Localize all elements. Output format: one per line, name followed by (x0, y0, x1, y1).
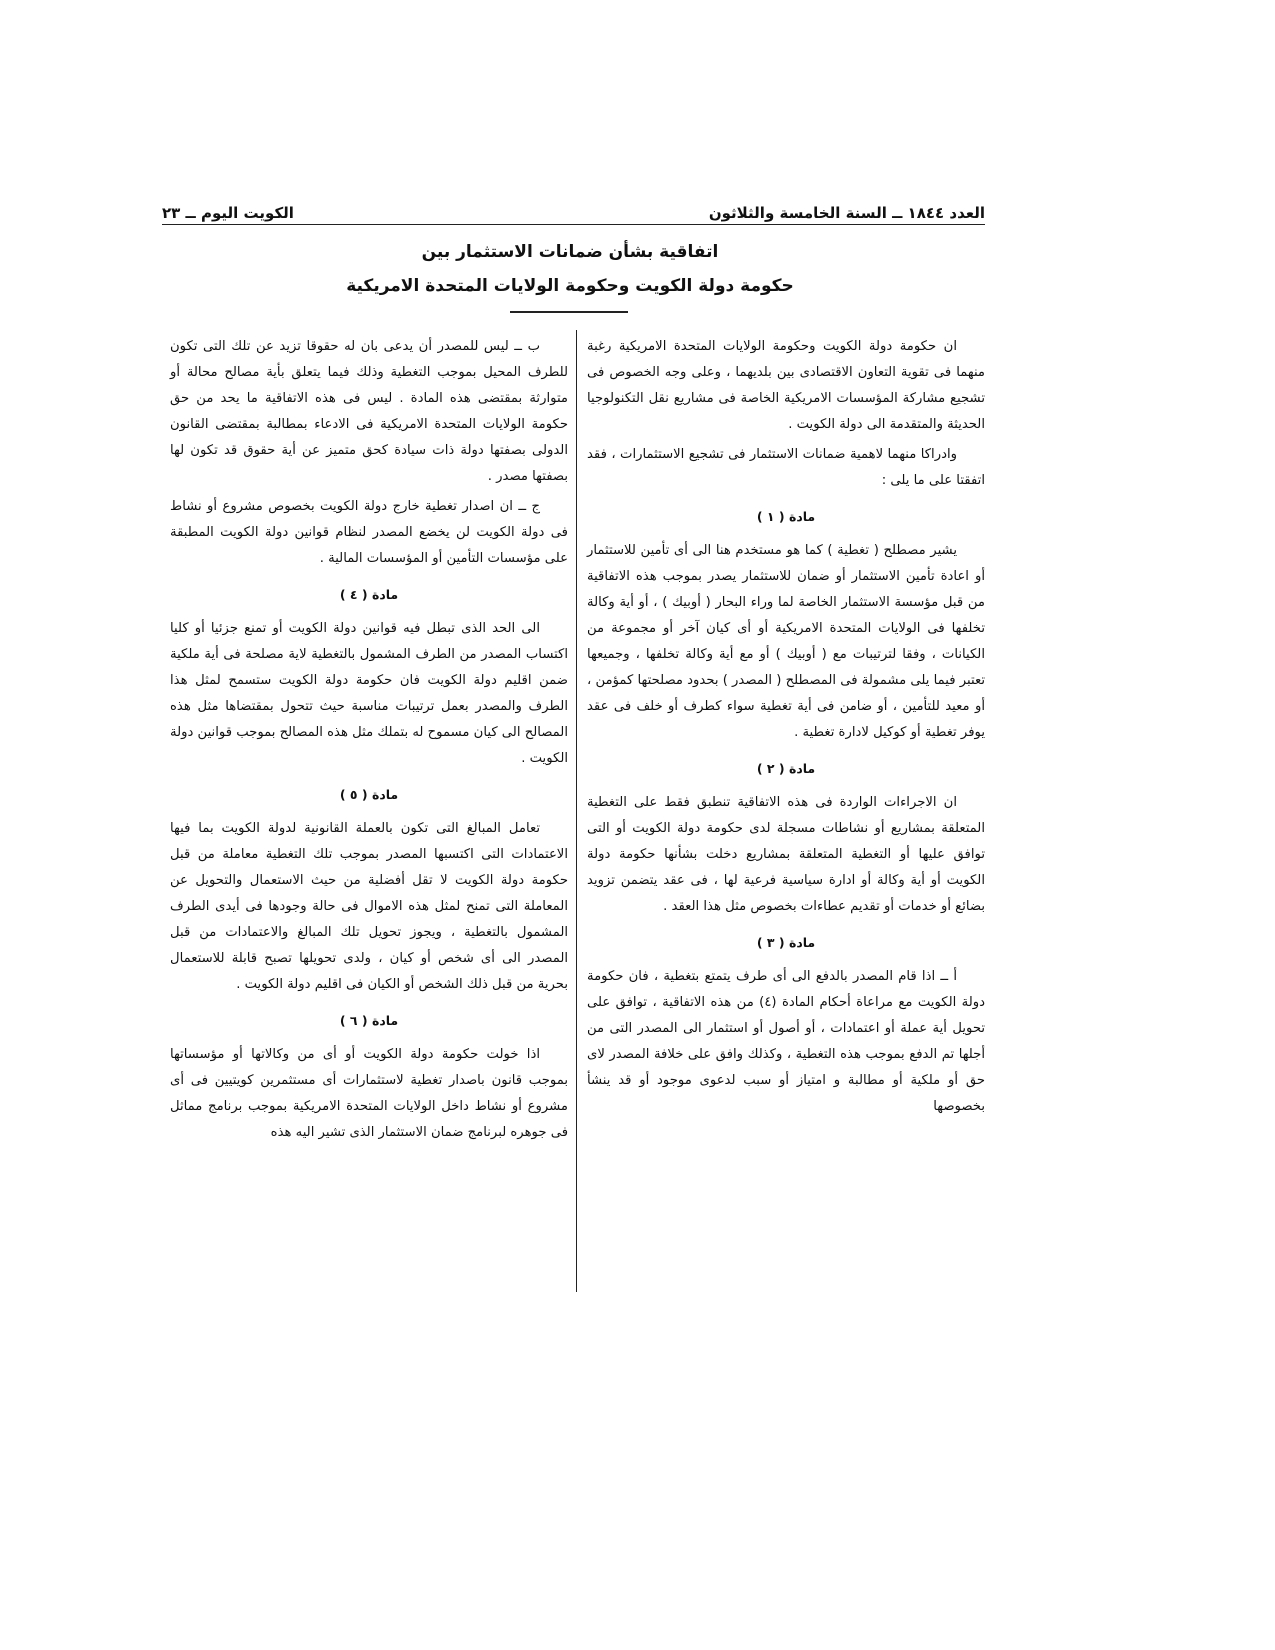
column-divider (576, 330, 577, 1292)
article-4-text: الى الحد الذى تبطل فيه قوانين دولة الكويت أو تمنع جزئيا أو كليا اكتساب المصدر من الطرف المشمول بالتغطية لاية مصلحة فى أية ملكية ضمن اقليم دولة الكويت فان حكومة دولة الكويت ستسمح لمثل هذا الطرف والمصدر بعمل ترتيبات مناسبة حيث تتحول بمقتضاها مثل هذه المصالح الى كيان مسموح له بتملك مثل هذه المصالح بموجب قوانين دولة الكويت . (170, 621, 568, 766)
article-3-text: أ ــ اذا قام المصدر بالدفع الى أى طرف يتمتع بتغطية ، فان حكومة دولة الكويت مع مراعاة أحكام المادة (٤) من هذه الاتفاقية ، توافق على تحويل أية عملة أو اعتمادات ، أو أصول أو استثمار الى المصدر التى من أجلها تم الدفع بموجب هذه التغطية ، وكذلك وافق على خلافة المصدر لاى حق أو ملكية أو مطالبة و امتياز أو سبب لدعوى موجود أو قد ينشأ بخصوصها (587, 969, 985, 1114)
right-column (587, 334, 985, 1124)
title-underline (510, 311, 628, 313)
article-6-heading: مادة ( ٦ ) (339, 1013, 399, 1028)
issue-info: العدد ١٨٤٤ ــ السنة الخامسة والثلاثون (708, 204, 985, 222)
article-2-heading: مادة ( ٢ ) (756, 761, 816, 776)
article-4-heading: مادة ( ٤ ) (339, 587, 399, 602)
document-title-line-2: حكومة دولة الكويت وحكومة الولايات المتحدة الامريكية (346, 276, 794, 296)
article-3-para-b: ب ــ ليس للمصدر أن يدعى بان له حقوقا تزيد عن تلك التى تكون للطرف المحيل بموجب التغطية وذلك فيما يتعلق بأية مصالح محالة أو متوارثة بمقتضى هذه المادة . ليس فى هذه الاتفاقية ما يحد من حق حكومة الولايات المتحدة الامريكية فى الادعاء بمطالبة بمقتضى القانون الدولى بصفتها دولة ذات سيادة كحق متميز عن أية حقوق قد تكون لها بصفتها مصدر . (170, 339, 568, 484)
article-3-para-c: ج ــ ان اصدار تغطية خارج دولة الكويت بخصوص مشروع أو نشاط فى دولة الكويت لن يخضع المصدر لنظام قوانين دولة الكويت المطبقة على مؤسسات التأمين أو المؤسسات المالية . (170, 499, 568, 566)
left-column (170, 334, 568, 1150)
preamble-paragraph-1: ان حكومة دولة الكويت وحكومة الولايات المتحدة الامريكية رغبة منهما فى تقوية التعاون الاقتصادى بين بلديهما ، وعلى وجه الخصوص فى تشجيع مشاركة المؤسسات الامريكية الخاصة فى مشاريع نقل التكنولوجيا الحديثة والمتقدمة الى دولة الكويت . (587, 339, 985, 432)
preamble-paragraph-2: وادراكا منهما لاهمية ضمانات الاستثمار فى تشجيع الاستثمارات ، فقد اتفقتا على ما يلى : (587, 447, 985, 488)
document-title-line-1: اتفاقية بشأن ضمانات الاستثمار بين (421, 242, 719, 262)
article-2-text: ان الاجراءات الواردة فى هذه الاتفاقية تنطبق فقط على التغطية المتعلقة بمشاريع أو نشاطات مسجلة لدى حكومة دولة الكويت أو التى توافق عليها أو التغطية المتعلقة بمشاريع دخلت بشأنها حكومة دولة الكويت أو أية وكالة أو ادارة سياسية فرعية لها ، فى عقد يتضمن تزويد بضائع أو خدمات أو تقديم عطاءات بخصوص مثل هذا العقد . (587, 795, 985, 914)
header-divider (162, 224, 985, 225)
page-number: الكويت اليوم ــ ٢٣ (162, 204, 294, 222)
page-header (162, 194, 985, 222)
article-3-heading: مادة ( ٣ ) (756, 935, 816, 950)
article-5-heading: مادة ( ٥ ) (339, 787, 399, 802)
article-5-text: تعامل المبالغ التى تكون بالعملة القانونية لدولة الكويت بما فيها الاعتمادات التى اكتسبها المصدر بموجب تلك التغطية معاملة من قبل حكومة دولة الكويت لا تقل أفضلية من حيث الاستعمال والتحويل عن المعاملة التى تمنح لمثل هذه الاموال فى حالة وجودها فى أيدى الطرف المشمول بالتغطية ، ويجوز تحويل تلك المبالغ والاعتمادات من قبل المصدر الى أى شخص أو كيان ، ولدى تحويلها تصبح قابلة للاستعمال بحرية من قبل ذلك الشخص أو الكيان فى اقليم دولة الكويت . (170, 821, 568, 992)
article-1-heading: مادة ( ١ ) (756, 509, 816, 524)
article-6-text: اذا خولت حكومة دولة الكويت أو أى من وكالاتها أو مؤسساتها بموجب قانون باصدار تغطية لاستثمارات أى مستثمرين كويتيين فى أى مشروع أو نشاط داخل الولايات المتحدة الامريكية بموجب برنامج مماثل فى جوهره لبرنامج ضمان الاستثمار الذى تشير اليه هذه (170, 1047, 568, 1140)
article-1-text: يشير مصطلح ( تغطية ) كما هو مستخدم هنا الى أى تأمين للاستثمار أو اعادة تأمين الاستثمار أو ضمان للاستثمار يصدر بموجب هذه الاتفاقية من قبل مؤسسة الاستثمار الخاصة لما وراء البحار ( أوبيك ) ، أو أية وكالة تخلفها فى الولايات المتحدة الامريكية أو أى كيان آخر أو مجموعة من الكيانات ، وفقا لترتيبات مع ( أوبيك ) أو مع أية وكالة تخلفها ، وجميعها تعتبر فيما يلى مشمولة فى المصطلح ( المصدر ) بحدود مصلحتها كمؤمن ، أو معيد للتأمين ، أو ضامن فى أية تغطية سواء كطرف أو خلف فى عقد يوفر تغطية أو كوكيل لادارة تغطية . (587, 543, 985, 740)
